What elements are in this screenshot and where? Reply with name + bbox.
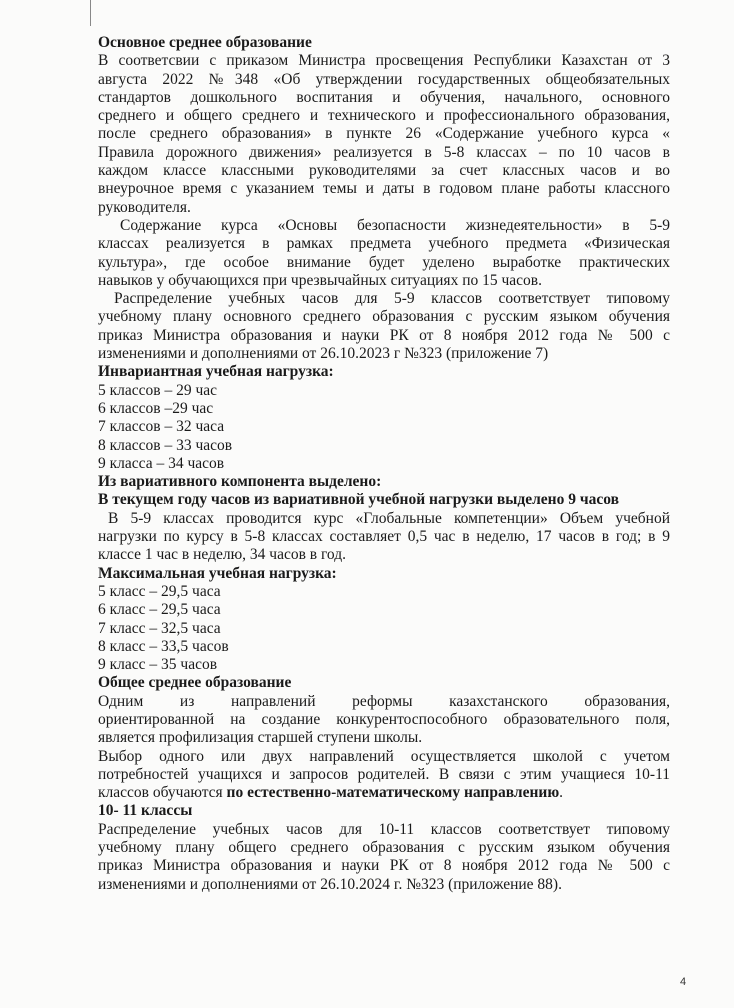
text-line: каждом классе классными руководителями за счет классных часов и во [98, 162, 670, 180]
scan-edge-line [90, 0, 91, 26]
text-line [98, 784, 670, 802]
text-line: Одним из направлений реформы казахстанского образования, [98, 692, 670, 710]
text-line: 5 класс – 29,5 часа [98, 582, 221, 600]
text-line: В 5-9 классах проводится курс «Глобальные компетенции» Объем учебной [108, 509, 670, 527]
section-heading: Общее среднее образование [98, 674, 292, 692]
text-line: классе 1 час в неделю, 34 часов в год. [98, 546, 346, 564]
emphasized-text: по естественно-математическому направлению [226, 784, 560, 802]
section-heading: 10- 11 классы [98, 802, 193, 820]
text-line: 8 классов – 33 часов [98, 436, 233, 454]
text-segment: классов обучаются [98, 784, 227, 802]
text-line: 5 классов – 29 час [98, 381, 218, 399]
text-line: потребностей учащихся и запросов родителей. В связи с этим учащиеся 10-11 [98, 765, 670, 783]
text-line: Распределение учебных часов для 5-9 классов соответствует типовому [114, 290, 670, 308]
text-line: изменениями и дополнениями от 26.10.2024 г. №323 (приложение 88). [98, 875, 562, 893]
text-line: 9 класс – 35 часов [98, 656, 218, 674]
text-line: среднего и общего среднего и технического и профессионального образования, [98, 107, 670, 125]
text-line: приказ Министра образования и науки РК от 8 ноября 2012 года № 500 с [98, 857, 670, 875]
text-line: ориентированной на создание конкурентоспособного образовательного поля, [98, 710, 670, 728]
page-number: 4 [680, 976, 687, 988]
text-line: учебному плану общего среднего образования с русским языком обучения [98, 839, 670, 857]
text-line: приказ Министра образования и науки РК от 8 ноября 2012 года № 500 с [98, 326, 670, 344]
section-heading: Инвариантная учебная нагрузка: [98, 363, 334, 381]
text-line: 6 класс – 29,5 часа [98, 601, 221, 619]
text-line: Выбор одного или двух направлений осуществляется школой с учетом [98, 747, 670, 765]
text-line: нагрузки по курсу в 5-8 классах составляет 0,5 час в неделю, 17 часов в год; в 9 [98, 528, 670, 546]
text-line: 7 класс – 32,5 часа [98, 619, 221, 637]
text-line: Содержание курса «Основы безопасности жизнедеятельности» в 5-9 [120, 216, 670, 234]
document-body [98, 34, 670, 894]
text-line: стандартов дошкольного воспитания и обучения, начального, основного [98, 88, 670, 106]
text-line: после среднего образования» в пункте 26 «Содержание учебного курса « [98, 125, 670, 143]
text-line: Правила дорожного движения» реализуется в 5-8 классах – по 10 часов в [98, 143, 670, 161]
text-line: 6 классов –29 час [98, 399, 214, 417]
text-line: навыков у обучающихся при чрезвычайных ситуациях по 15 часов. [98, 271, 542, 289]
text-line: августа 2022 №348 «Об утверждении государственных общеобязательных [98, 70, 670, 88]
section-heading: В текущем году часов из вариативной учебной нагрузки выделено 9 часов [98, 491, 619, 509]
text-segment: . [559, 784, 564, 802]
section-heading: Максимальная учебная нагрузка: [98, 564, 337, 582]
text-line: культура», где особое внимание будет уделено выработке практических [98, 253, 670, 271]
text-line: изменениями и дополнениями от 26.10.2023 г №323 (приложение 7) [98, 345, 549, 363]
text-line: учебному плану основного среднего образования с русским языком обучения [98, 308, 670, 326]
text-line: внеурочное время с указанием темы и даты в годовом плане работы классного [98, 180, 670, 198]
text-line: Распределение учебных часов для 10-11 классов соответствует типовому [98, 820, 670, 838]
text-line: 7 классов – 32 часа [98, 418, 225, 436]
text-line: руководителя. [98, 198, 191, 216]
text-line: является профилизация старшей ступени школы. [98, 729, 423, 747]
text-line: 8 класс – 33,5 часов [98, 637, 229, 655]
text-line: В соответсвии с приказом Министра просвещения Республики Казахстан от 3 [98, 52, 670, 70]
section-heading: Из вариативного компонента выделено: [98, 473, 382, 491]
section-heading: Основное среднее образование [98, 34, 312, 51]
text-line: классах реализуется в рамках предмета учебного предмета «Физическая [98, 235, 670, 253]
text-line: 9 класса – 34 часов [98, 454, 225, 472]
